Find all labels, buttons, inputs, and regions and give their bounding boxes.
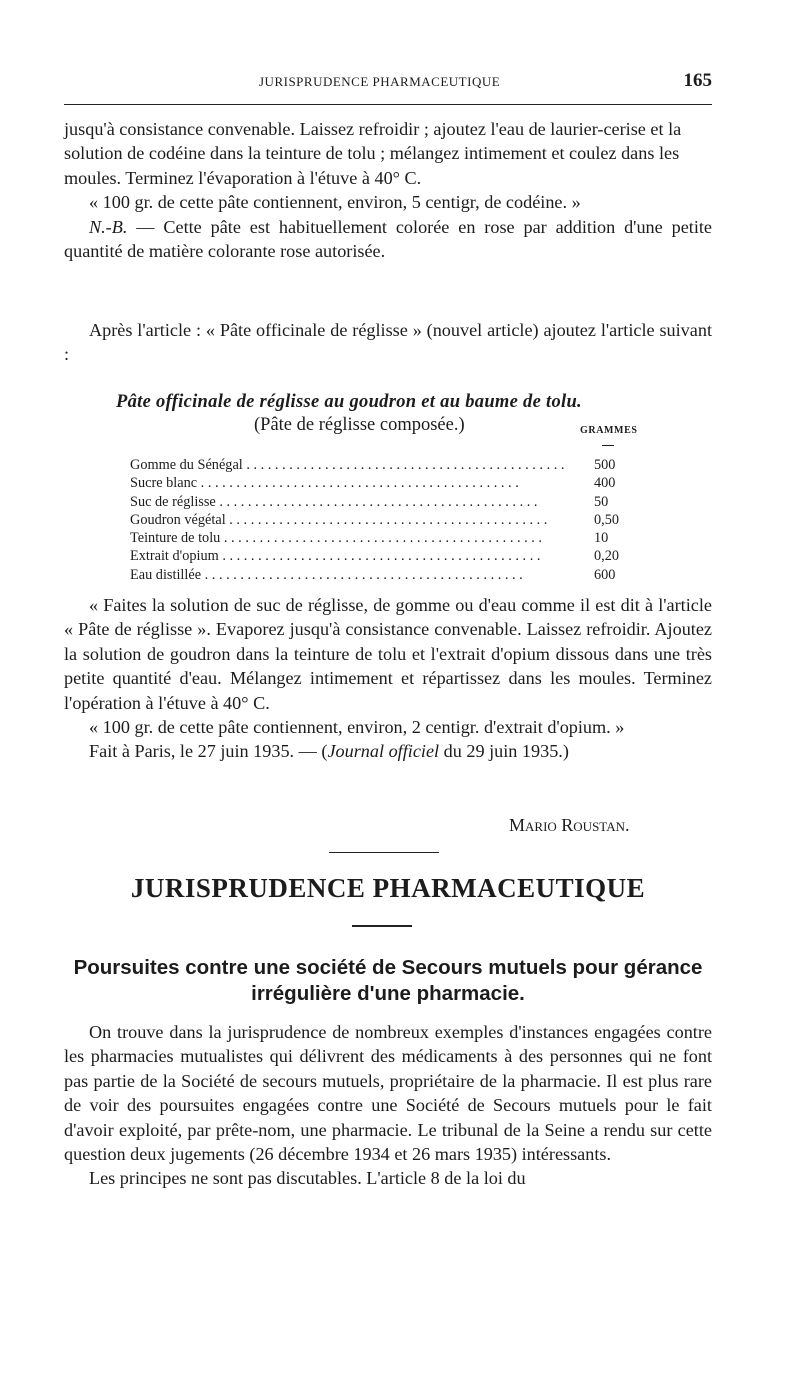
ingredient-row	[130, 493, 650, 511]
article-intro	[64, 318, 712, 367]
unit-header: GRAMMES	[580, 425, 638, 436]
journal-name: Journal officiel	[327, 741, 440, 762]
paragraph-codeine-dose: « 100 gr. de cette pâte contiennent, environ, 5 centigr, de codéine. »	[89, 192, 581, 213]
paragraph-opium-dose: « 100 gr. de cette pâte contiennent, environ, 2 centigr. d'extrait d'opium. »	[89, 717, 625, 738]
ingredient-quantity: 0,20	[594, 547, 654, 565]
ingredient-name: Suc de réglisse . . .	[130, 493, 590, 511]
journal-date: du 29 juin 1935.)	[439, 741, 569, 762]
ingredient-row	[130, 456, 650, 474]
paragraph-continuation: jusqu'à consistance convenable. Laissez refroidir ; ajoutez l'eau de laurier-cerise et la solution de codéine dans la teinture de tolu ; mélangez intimement et coulez dans les moules. Terminez l'évaporation à l'étuve à 40° C.	[64, 119, 682, 188]
ingredient-row	[130, 547, 650, 565]
ingredient-quantity: 50	[594, 493, 654, 511]
header-rule	[64, 104, 712, 105]
ingredient-quantity: 600	[594, 566, 654, 584]
signature: Mario Roustan.	[509, 815, 630, 835]
recipe-title: Pâte officinale de réglisse au goudron et au baume de tolu.	[116, 392, 582, 412]
paragraph-nota-bene	[64, 215, 712, 264]
ingredient-name: Eau distillée . . .	[130, 566, 590, 584]
decree-date-text: Fait à Paris, le 27 juin 1935. — (	[89, 741, 328, 762]
ingredient-name: Sucre blanc . . .	[130, 474, 590, 492]
ingredient-row	[130, 511, 650, 529]
recipe-subtitle: (Pâte de réglisse composée.)	[254, 415, 465, 435]
article-body	[64, 1020, 712, 1191]
paragraph-article-intro: Après l'article : « Pâte officinale de réglisse » (nouvel article) ajoutez l'article suivant :	[64, 320, 712, 365]
unit-header-rule	[602, 445, 614, 446]
paragraph-preparation: « Faites la solution de suc de réglisse, de gomme ou d'eau comme il est dit à l'article « Pâte de réglisse ». Evaporez jusqu'à consistance convenable. Laissez refroidir. Ajoutez la solution de goudron dans la teinture de tolu et l'extrait d'opium dissous dans une très petite quantité d'eau. Mélangez intimement et répartissez dans les moules. Terminez l'opération à l'étuve à 40° C.	[64, 595, 712, 713]
ingredient-row	[130, 566, 650, 584]
paragraph-decree-date	[64, 739, 712, 763]
section-heading: JURISPRUDENCE PHARMACEUTIQUE	[130, 873, 646, 903]
ingredient-quantity: 500	[594, 456, 654, 474]
page-number: 165	[683, 70, 712, 91]
paragraph-principles: Les principes ne sont pas discutables. L'article 8 de la loi du	[89, 1168, 526, 1189]
ingredient-quantity: 0,50	[594, 511, 654, 529]
ingredient-name: Teinture de tolu . . .	[130, 529, 590, 547]
ingredient-name: Extrait d'opium . . .	[130, 547, 590, 565]
ingredient-quantity: 400	[594, 474, 654, 492]
running-header	[64, 70, 712, 94]
heading-rule	[352, 925, 412, 927]
article-heading: Poursuites contre une société de Secours mutuels pour gérance irrégulière d'une pharmacie.	[73, 956, 703, 1005]
nota-bene-label: N.-B.	[89, 216, 128, 237]
ingredient-row	[130, 529, 650, 547]
ingredient-row	[130, 474, 650, 492]
section-separator	[329, 852, 439, 853]
preparation-text	[64, 593, 712, 764]
ingredient-list	[130, 456, 650, 584]
nota-bene-text: — Cette pâte est habituellement colorée en rose par addition d'une petite quantité de matière colorante rose autorisée.	[64, 216, 712, 262]
paragraph-jurisprudence: On trouve dans la jurisprudence de nombreux exemples d'instances engagées contre les pharmacies mutualistes qui délivrent des médicaments à des personnes qui ne font pas partie de la Société de secours mutuels, propriétaire de la pharmacie. Il est plus rare de voir des poursuites engagées contre une Société de Secours mutuels pour le fait d'avoir exploité, par prête-nom, une pharmacie. Le tribunal de la Seine a rendu sur cette question deux jugements (26 décembre 1934 et 26 mars 1935) intéressants.	[64, 1022, 712, 1165]
ingredient-quantity: 10	[594, 529, 654, 547]
ingredient-name: Goudron végétal . . .	[130, 511, 590, 529]
running-header-title: JURISPRUDENCE PHARMACEUTIQUE	[259, 74, 501, 89]
opening-text	[64, 117, 712, 263]
ingredient-name: Gomme du Sénégal . . .	[130, 456, 590, 474]
